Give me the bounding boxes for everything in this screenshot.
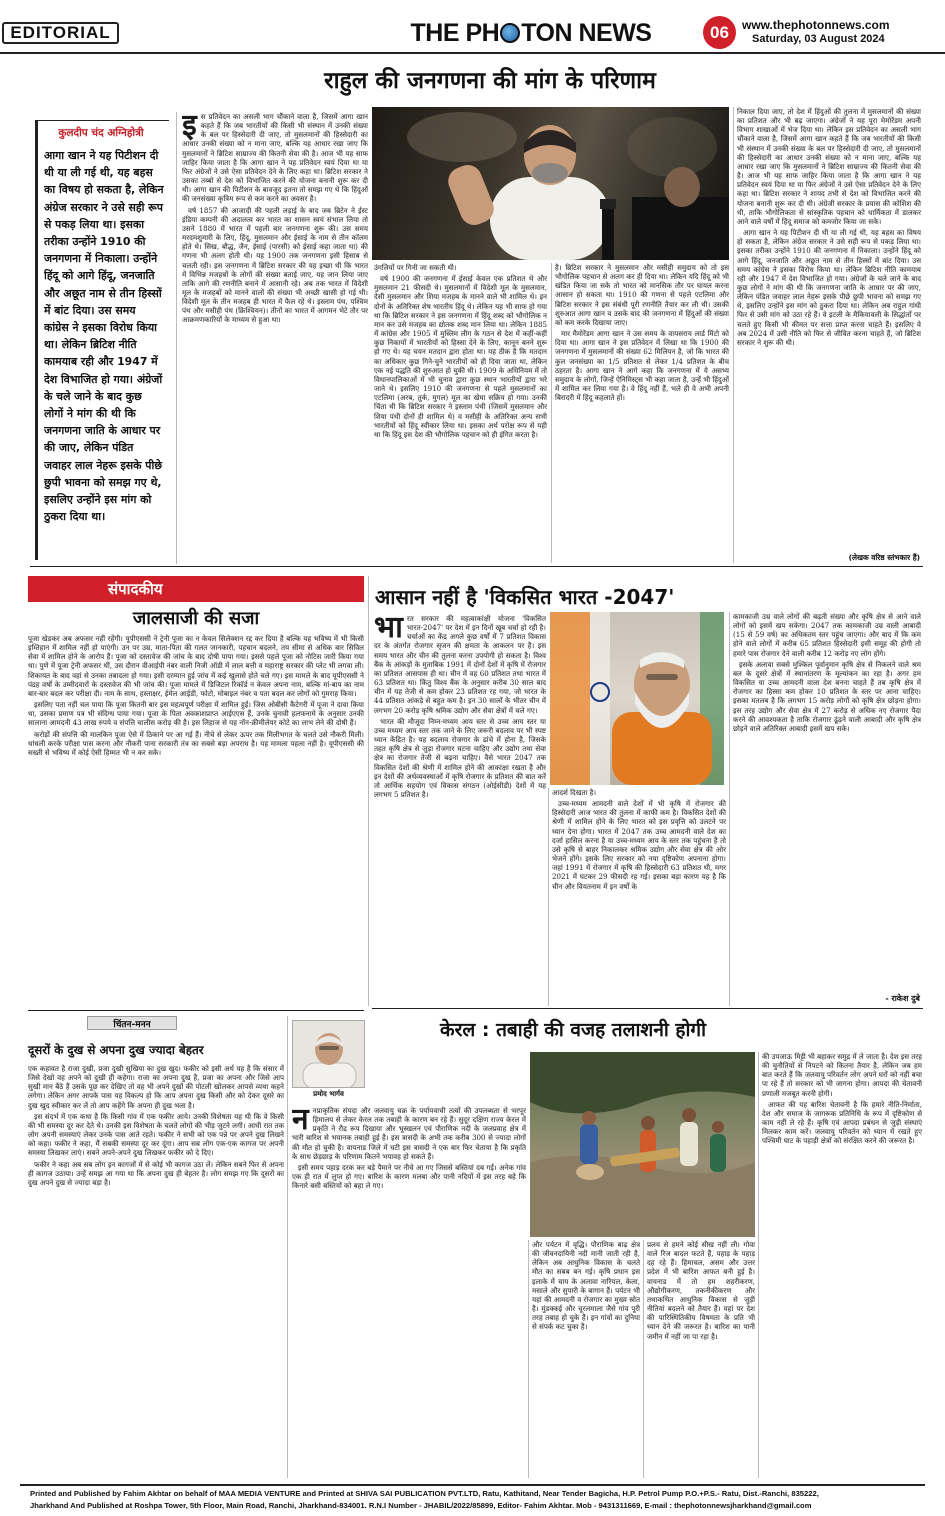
- kerala-flood-illustration: [530, 1052, 755, 1237]
- sampadakiya-label-text: संपादकीय: [108, 580, 163, 598]
- article2-author: - राकेश दुबे: [885, 994, 920, 1003]
- article1-col2-para: उंगलियों पर गिनी जा सकती थी।: [374, 263, 457, 272]
- article2-divider-2: [729, 612, 730, 1006]
- article3-column-1-text: [292, 1106, 526, 1478]
- article2-col4-para: इसके अलावा सबसे मुश्किल पूर्वानुमान कृषि क्षेत्र से निकलने वाले श्रम बल के दूसरे क्षेत्रों में स्थानांतरण के मूल्यांकन का रहा है। अगर हम विकसित या उच्च आमदनी वाला देश बनना चाहते हैं तब कृषि क्षेत्र में रोजगार का हिस्सा कम होकर 10 प्रतिशत के स्तर पर आना चाहिए। इसका मतलब है कि लगभग 15 करोड़ लोगों को कृषि क्षेत्र छोड़ना होगा। इस तरह उद्योग और सेवा क्षेत्र में 27 करोड़ से अधिक नए रोजगार पैदा करने की आवश्यकता है ताकि रोजगार ढूंढ़ने वाली आबादी और कृषि क्षेत्र छोड़ने वाले अतिरिक्त आबादी इसमें खप सके।: [733, 659, 921, 733]
- article1-column-1: [182, 112, 368, 564]
- issue-date: Saturday, 03 August 2024: [752, 33, 885, 45]
- article2-bottom-rule: [372, 1008, 923, 1009]
- narendra-modi-photo: [550, 612, 724, 785]
- author-portrait-caption: प्रमोद भार्गव: [313, 1090, 344, 1098]
- article2-col2-para: आदर्श दिखता है।: [552, 788, 597, 797]
- rahul-gandhi-illustration: [372, 107, 729, 260]
- article1-bottom-rule: [30, 566, 923, 567]
- kerala-flood-photo: [530, 1052, 755, 1237]
- article3-divider-1: [528, 1240, 529, 1478]
- article1-headline: राहुल की जनगणना की मांग के परिणाम: [324, 68, 656, 94]
- section-label-text: EDITORIAL: [10, 23, 111, 42]
- article1-col3-para: मार मैमोरेंडम आगा खान ने उस समय के वायसराय लार्ड मिंटो को दिया था। आगा खान ने इस प्रतिवेदन में लिखा था कि 1900 की जनगणना में मुसलमानों की संख्या 62 मिलियन है, जो कि भारत की कुल जनसंख्या का 1/5 प्रतिशत से लेकर 1/4 प्रतिशत के बीच ठहरता है। आगा खान ने आगे कहा कि जनगणना में ये असभ्य समुदाय के लोगों, जिन्हें ऐनिमिस्ट्स भी कहा जाता है, उन्हें भी हिंदुओं में शामिल कर लिया गया है। वे हिंदू नहीं हैं, भले ही वे अभी अपनी बिरादरी में हिंदू कहलाते हों।: [555, 329, 729, 403]
- article1-author: कुलदीप चंद अग्निहोत्री: [58, 127, 144, 139]
- chintan-label-text: चिंतन-मनन: [113, 1019, 151, 1030]
- article1-divider-1: [176, 112, 177, 564]
- article1-author-note: (लेखक वरिष्ठ स्तंभकार हैं): [848, 553, 920, 562]
- article1-col4-para: आगा खान ने यह पिटीशन दी थी या ली गई थी, यह बहस का विषय हो सकता है, लेकिन अंग्रेज सरकार ने उसे सही रूप से पकड़ लिया था। इसका तरीका उन्होंने 1910 की जनगणना में निकाला। उन्होंने हिंदू को आगे हिंदू, जनजाति और अछूत नाम से तीन हिस्सों में बांट दिया। उस समय कांग्रेस ने इसका विरोध किया था। लेकिन ब्रिटिश नीति कामयाब रही और 1947 में देश विभाजित हो गया। अंग्रेजों के चले जाने के बाद कुछ लोगों ने मांग की थी कि जनगणना जाति के आधार पर की जाए, लेकिन पंडित जवाहर लाल नेहरू इसके पीछे छुपी भावना को समझ गए थे, इसलिए उन्होंने इस मांग को ठुकरा दिया था। लेकिन अब राहुल गांधी फिर से उसी मांग को उठा रहे हैं। वे इटली के मैकियावली के सिद्धांतों पर चलते हुए किसी भी कीमत पर सत्ता प्राप्त करना चाहते हैं। इसलिए वे अब 2024 में उसी नीति को फिर से जीवित करना चाहते हैं, जो ब्रिटिश सरकार ने शुरू की थी।: [737, 228, 921, 347]
- article1-divider-2: [551, 263, 552, 563]
- page-number-badge: [703, 16, 736, 49]
- sampadakiya-para: पूजा खेडकर अब अफसर नहीं रहेंगी। यूपीएससी ने ट्रेनी पूजा का न केवल सिलेक्शन रद्द कर दिया है बल्कि यह भविष्य में भी किसी इम्तिहान में शामिल नहीं हो पाएंगी। उन पर उम्र, माता-पिता की गलत जानकारी, पहचान बदलने, तय सीमा से अधिक बार सिविल सेवा में शामिल होने के आरोप हैं। पूजा को दस्तावेज की जांच के बाद दोषी पाया गया। इससे पहले पूजा को नोटिस जारी किया गया था। पुणे में पूजा ट्रेनी अफसर थीं, उस दौरान वीआईपी नंबर वाली निजी ऑडी में लाल बत्ती व महाराष्ट्र सरकार की प्लेट भी लगवा ली। शिकायत के बाद वहां से उनका तबादला हो गया। इसी दरम्यान हुई जांच में कई खुलासे होते चले गए। इस मामले के बाद यूपीएससी ने पंद्रह वर्षों के उम्मीदवारों के दस्तावेज की भी जांच की। पूजा मामले में डिजिटल रिकॉर्ड न केवल अपना नाम, बल्कि मां-बाप का नाम बार-बार बदल कर परीक्षा दी। नाम के साथ, हस्ताक्षर, ईमेल आईडी, फोटो, मोबाइल नंबर व पता बदल कर लोगों को गुमराह किया।: [28, 634, 364, 698]
- article3-dropcap: न: [292, 1106, 309, 1137]
- article2-headline: आसान नहीं है 'विकसित भारत -2047': [375, 585, 675, 609]
- article1-divider-3: [733, 107, 734, 563]
- chintan-headline: दूसरों के दुख से अपना दुख ज्यादा बेहतर: [28, 1043, 204, 1057]
- masthead: [368, 18, 694, 48]
- article3-divider-2: [643, 1240, 644, 1478]
- article2-dropcap: भा: [374, 614, 403, 645]
- article3-divider-3: [758, 1052, 759, 1478]
- article1-column-4: [737, 107, 921, 553]
- chintan-divider: [287, 1016, 288, 1478]
- footer-rule: [20, 1484, 925, 1486]
- chintan-body: [28, 1064, 284, 1478]
- article1-col1-para: वर्ष 1857 की आजादी की पहली लड़ाई के बाद जब ब्रिटेन ने ईस्ट इंडिया कम्पनी की अदालत्व कर भारत का शासन स्वयं संभाल लिया तो उसने 1880 में भारत में पहली बार जनगणना शुरू की। उस समय मरदमशुमारी के लिए, हिंदू, मुसलमान और ईसाई के नाम से तीन कॉलम होते थे। सिख, बौद्ध, जैन, ईसाई (पारसी) को ईसाई कहा जाता था) की गणना भी अलग होती थी। यह 1900 तक जनगणना इसी हिसाब से चलती रही। इस जनगणना में ब्रिटिश सरकार की यह इच्छा थी कि भारत में विभिन्न मजहबों के लोगों की संख्या बताई जाए, यह जान लिया जाए ताकि आगे की रणनीति बनाने में आसानी रहे। अब तक भारत में विदेशी मूल के मजहबों को मानने वालों की संख्या भी अच्छी खासी हो गई थी। विदेशी मूल के तीन मजहब ही भारत में फैल रहे थे। इस्लाम पंथ, पश्चिम पंथ और मसीही पंथ (क्रिश्चियन)। तीनों का भारत में आगमन भेटे तौर पर आक्रमणकारियों के माध्यम से हुआ था।: [182, 205, 368, 325]
- chintan-para: इस संदर्भ में एक कथा है कि किसी गांव में एक फकीर आये। उनकी विशेषता यह थी कि वे किसी की भी समस्या दूर कर देते थे। उनकी इस विशेषता के चलते लोगों की भीड़ जुटने लगी। आधी रात तक लोग अपनी समस्याएं लेकर उनके पास आते रहते। फकीर ने सभी को एक पन्ने पर अपने दुख लिखने को कहा। फकीर ने कहा, मैं सबकी समस्या दूर कर दूंगा। आप सब लोग एक-एक कागज पर अपनी समस्या लिखकर लाएं। सबने अपने-अपने दुख लिखकर फकीर को दे दिए।: [28, 1111, 284, 1158]
- sampadakiya-body: [28, 634, 364, 1002]
- article3-column-4: [762, 1052, 922, 1478]
- author-portrait: [292, 1020, 365, 1088]
- left-column-divider: [368, 576, 369, 1006]
- author-portrait-illustration: [293, 1021, 365, 1088]
- imprint-line-2: Jharkhand And Published at Roshpa Tower, 5th Floor, Main Road, Ranchi, Jharkhand-834001. R.N.I Number - JHABIL/2022/85899, Editor- Fahim Akhtar. Mob - 9431311669, E-mail : thephotonnewsjharkhand@gmail.com: [30, 1501, 812, 1510]
- website-url[interactable]: www.thephotonnews.com: [742, 18, 890, 32]
- article3-col3-para: प्रलय से हमने कोई सीख नहीं ली। गोवा वाले रिज बादल फटते हैं, पहाड़ के पहाड़ दह रहे हैं। हिमाचल, असम और उत्तर प्रदेश में भी बारिश आफत बनी हुई है। वायनाड में तो हम शहरीकरण, औद्योगीकरण, तकनीकीकरण और तथाकथित आधुनिक विकास से जुड़ी नीतियां बदलने को तैयार हैं। यहां पर देश की पारिस्थितिकीय विषमता के प्रति भी ध्यान देने की जरूरत है। बारिश का पानी जमीन में नहीं जा पा रहा है।: [647, 1240, 755, 1341]
- article2-column-2: [552, 788, 726, 1006]
- chintan-para: एक कहावत है राजा दुखी, प्रजा दुखी सुखिया का दुख खुद। फकीर को इसी अर्थ यह है कि संसार में जिसे देखो वह अपने को दुखी ही कहेगा। राजा का अपना दुख है, प्रजा का अपना और जिसे आप सुखी मान बैठे हैं उसके पूछ कर देखिए तो वह भी अपने दुखों की पोटली खोलकर आपसे व्यथा कहने लगेगा। लेकिन अगर आपके पास यह विकल्प हो कि आप अपना दुख किसी और को देकर दूसरे का दुख खुद स्वीकार कर लें तो आप कहेंगे कि अपना ही दुख भला है।: [28, 1064, 284, 1110]
- page-number: 06: [710, 22, 729, 42]
- article3-col4-para: आफत की यह बारिश चेतावनी है कि हमारे नीति-निर्माता, देश और समाज के जागरूक प्रतिनिधि के रूप में दृष्टिकोण से काम नहीं ले रहे हैं। कृषि एवं आपदा प्रबंधन से जुड़ी संस्थाएं मिलकर काम करें। जलवायु परिवर्तन को ध्यान में रखते हुए पश्चिमी घाट के पहाड़ी क्षेत्रों को संरक्षित करने की जरूरत है।: [762, 1099, 922, 1146]
- article1-column-3: [555, 263, 729, 563]
- article1-col1-para: स प्रतिवेदन का असली भाग चौंकाने वाला है, जिसमें आगा खान कहते हैं कि जब भारतीयों की किसी भी संस्थान में उनकी संख्या के बल पर हिस्सेदारी दी जाए, तो मुसलमानों की हिस्सेदारी का आधार उनकी संख्या को न माना जाए, बल्कि यह आधार रखा जाए कि मुसलमानों ने ब्रिटिश साम्राज्य की कितनी सेवा की है। आज भी यह साफ जाहिर किया जाता है कि आगा खान ने यह प्रतिवेदन स्वयं दिया था या फिर अंग्रेजों ने उसे ऐसा प्रतिवेदन देने के लिए कहा था। ब्रिटिश सरकार ने उसका तब्बो से देश को विभाजित करने की योजना बनानी शुरू कर दी थी। आगा खान की पिटीशन के बावजूद इतना तो समझ गए थे कि हिंदुओं की जनसंख्या कृत्रिम रूप से कम करने का अवसर है।: [182, 112, 368, 204]
- chintan-label: [87, 1016, 177, 1030]
- article2-column-1: [374, 614, 546, 1006]
- rahul-gandhi-photo: [372, 107, 729, 260]
- article1-col4-para: निकाल दिया जाए, तो देश में हिंदुओं की तुलना में मुसलमानों की संख्या का प्रतिशत और भी बढ़ जाएगा। अंग्रेजों ने यह पूरा मेमोरेंडम अपनी विभाग शाखाओं में भेज दिया था। लेकिन इस प्रतिवेदन का असली भाग चौंकाने वाला है, जिसमें आगा खान कहते हैं कि जब भारतीयों की किसी भी संस्थान में उनकी संख्या के बल पर हिस्सेदारी दी जाए, तो मुसलमानों की हिस्सेदारी का आधार उनकी संख्या को न माना जाए, बल्कि यह आधार रखा जाए कि मुसलमानों ने ब्रिटिश साम्राज्य की कितनी सेवा की है। आज भी यह साफ जाहिर किया जाता है कि आगा खान ने यह प्रतिवेदन स्वयं दिया था या फिर अंग्रेजों ने उसे ऐसा प्रतिवेदन देने के लिए कहा था। ब्रिटिश सरकार ने शायद तभी से देश को विभाजित करने की योजना बनानी शुरू कर दी थी। अंग्रेजी सरकार के प्रयास की कोशिश की थी, ताकि भौगोलिकता से सांस्कृतिक पहचान को धार्मिकता में डालकर आने वाले वर्षों में हिंदू समाज को कमजोर किया जा सके।: [737, 107, 921, 226]
- article3-col1-para: नप्राकृतिक संपदा और जलवायु चक्र के पर्यायवाची तत्वों की उपलब्धता से भरपूर हिमालय से लेकर केरल तक तबाही के कारण बन रहे हैं। सुदूर दक्षिण राज्य केरल में प्रकृति ने रौद्र रूप दिखाया और भूस्खलन एवं पौराणिक नदी के जलप्रवाह क्षेत्र में भारी बारिश से भयानक तबाही हुई है। इस त्रासदी के अभी तक करीब 300 से ज्यादा लोगों की मौत हो चुकी है। वायनाड जिले में घटी इस त्रासदी ने एक बार फिर चेताया है कि प्रकृति के साथ छेड़छाड़ के परिणाम कितने भयावह हो सकते हैं।: [292, 1106, 526, 1161]
- header-rule: [0, 52, 945, 54]
- article2-column-4: [733, 612, 921, 990]
- article2-col2-para: उच्च-मध्यम आमदनी वाले देशों में भी कृषि में रोजगार की हिस्सेदारी आज भारत की तुलना में काफी कम है। विकसित देशों की श्रेणी में शामिल होने के लिए भारत को इस प्रवृत्ति को उलटने पर ध्यान देना होगा। भारत में 2047 तक उच्च आमदनी वाले देश का दर्जा हासिल करना है या उच्च-मध्यम आय के स्तर तक पहुंचना है तो उसे कृषि से बाहर निकालकर श्रमिक उद्योग और सेवा क्षेत्र की ओर भेजने होंगे। इसके लिए सरकार को नया दृष्टिकोण अपनाना होगा। जहां 1991 में रोजगार में कृषि की हिस्सेदारी 63 प्रतिशत थी, मगर 2021 में घटकर 29 फीसदी रह गई। इसका बड़ा कारण यह है कि चीन और वियतनाम में इन वर्षों के: [552, 799, 726, 891]
- article2-col1-para: भारत की मौजूदा निम्न-मध्यम आय स्तर से उच्च आय स्तर या उच्च मध्यम आय स्तर तक जाने के लिए जरूरी बदलाव पर भी स्पष्ट ध्यान केंद्रित है। यह बदलाव रोजगार के ढांचे में होना है, जिसके तहत कृषि क्षेत्र से जुड़ा रोजगार घटना चाहिए और उद्योग तथा सेवा क्षेत्र का रोजगार तेजी से बढ़ना चाहिए। वैसे भारत 2047 तक विकसित देशों की श्रेणी में शामिल होने की आकांक्षा रखता है और इन देशों की अर्थव्यवस्थाओं में कृषि रोजगार के प्रतिशत की बात करें तो आर्थिक सहयोग एवं विकास संगठन (ओईसीडी) देशों में यह लगभग 5 प्रतिशत है।: [374, 716, 546, 799]
- sampadakiya-label: [28, 576, 364, 602]
- article2-col1-para: रत सरकार की महत्वाकांक्षी योजना 'विकसित भारत-2047' पर देश में इन दिनों खूब चर्चा हो रही है। चर्चाओं का केंद्र अगले कुछ वर्षों में 7 प्रतिशत विकास दर के अंतर्गत रोजगार सृजन की क्षमता के आकलन पर है। इस समय भारत और चीन की तुलना करना उपयोगी हो सकता है। विश्व बैंक के आंकड़ों के मुताबिक 1991 में दोनों देशों में कृषि में रोजगार का प्रतिशत आसपास ही था। चीन में वह 60 प्रतिशत तथा भारत में 63 प्रतिशत था। किंतु विश्व बैंक के अनुसार करीब 30 साल बाद चीन में यह तेजी से कम होकर 23 प्रतिशत रह गया, जो भारत के 44 प्रतिशत आंकड़े से बहुत कम है। इन 30 सालों के भीतर चीन में लगभग 20 करोड़ कृषि श्रमिक उद्योग और सेवा क्षेत्रों में चले गए।: [374, 614, 546, 715]
- article1-col3-para: है। ब्रिटिश सरकार ने मुसलमान और मसीही समुदाय को तो इस भौगोलिक पहचान से अलग कर ही दिया था। लेकिन यदि हिंदू को भी खंडित किया जा सके तो भारत को मानसिक तौर पर घायल करना आसान हो सकता था। 1910 की गणना से पहले एटलिमा और ब्रिटिश सरकार ने इस संबंधी पूरी रणनीति तैयार कर ली थी। उसकी शुरुआत आगा खान व उसके बाद की जनगणना में हिंदुओं की संख्या को कम करके दिखाया जाए।: [555, 263, 729, 327]
- article2-col4-para: कामकाजी उम्र वाले लोगों की बढ़ती संख्या और कृषि क्षेत्र से आने वाले लोगों को इसमें खप सकेगा। 2047 तक कामकाजी उम्र वाली आबादी (15 से 59 वर्ष) का अधिकतम स्तर पहुंच जाएगा। और बाद में कि कम होने वाले लोगों में करीब 65 प्रतिशत हिस्सेदारी इसी समूह की होगी तो हमारे पास रोजगार देने वाली करीब 12 करोड़ नए लोग होंगे।: [733, 612, 921, 658]
- masthead-logo-icon: [500, 23, 520, 43]
- article3-headline: केरल : तबाही की वजह तलाशनी होगी: [440, 1019, 707, 1041]
- sampadakiya-para: करोड़ों की संपत्ति की मालकिन पूजा ऐसे में ठिकाने पर आ गई हैं। नीचे से लेकर ऊपर तक मिलीभगत के चलते उसे नौकरी मिली। धांधली करके परीक्षा पास करना और नौकरी पाना सरकारी तंत्र का सबसे बड़ा अपराध है। यह मामला पहला नहीं है। यूपीएससी की सख्ती से भविष्य में कोई ऐसी हिम्मत भी न कर सके।: [28, 729, 364, 757]
- article1-dropcap: इ: [182, 112, 197, 143]
- article3-column-2: [532, 1240, 640, 1478]
- chintan-top-rule: [28, 1010, 364, 1011]
- pullquote: आगा खान ने यह पिटीशन दी थी या ली गई थी, यह बहस का विषय हो सकता है, लेकिन अंग्रेज सरकार ने उसे सही रूप से पकड़ लिया था। इसका तरीका उन्होंने 1910 की जनगणना में निकाला। उन्होंने हिंदू को आगे हिंदू, जनजाति और अछूत नाम से तीन हिस्सों में बांट दिया। उस समय कांग्रेस ने इसका विरोध किया था। लेकिन ब्रिटिश नीति कामयाब रही और 1947 में देश विभाजित हो गया। अंग्रेजों के चले जाने के बाद कुछ लोगों ने मांग की थी कि जनगणना जाति के आधार पर की जाए, लेकिन पंडित जवाहर लाल नेहरू इसके पीछे छुपी भावना को समझ गए थे, इसलिए उन्होंने इस मांग को ठुकरा दिया था।: [44, 149, 164, 524]
- article3-col4-para: की उपजाऊ मिट्टी भी बहाकर समुद्र में ले जाता है। देश इस तरह की चुनौतियों से निपटने को कितना तैयार है, लेकिन जब हम बात करते हैं कि जलवायु परिवर्तन लोग अपने घरों को नहीं बचा पा रहे हैं तो सरकार को भी जागना होगा। आपदा की चेतावनी प्रणाली मजबूत करनी होगी।: [762, 1052, 922, 1098]
- article1-column-2: [374, 263, 547, 563]
- section-label: [2, 22, 119, 44]
- article2-divider-1: [548, 788, 549, 1006]
- masthead-right: TON NEWS: [521, 18, 652, 47]
- chintan-para: फकीर ने कहा अब सब लोग इन कागजों में से कोई भी कागज उठा लें। लेकिन सबने फिर से अपना ही कागज उठाया। उन्हें समझ आ गया था कि अपना दुख ही बेहतर है। लोग समझ गए कि दूसरों का दुख अपने दुख से ज्यादा बड़ा है।: [28, 1159, 284, 1187]
- sampadakiya-para: इसलिए पता नहीं चल पाया कि पूजा कितनी बार इस महत्वपूर्ण परीक्षा में शामिल हुईं। जिस ओबीसी कैटेगरी में पूजा ने दावा किया था, उसका प्रमाण पत्र भी संदिग्ध पाया गया। पूजा के पिता अवकाशप्राप्त आईएएस हैं, उनके चुनावी हलफनामे के अनुसार उनकी सालाना आमदनी 43 लाख रुपये व संपत्ति चालीस करोड़ की है। इस लिहाज से यह नॉन-क्रीमीलेयर कोटे का लाभ लेने की दोषी हैं।: [28, 700, 364, 728]
- sampadakiya-headline: जालसाजी की सजा: [132, 608, 260, 629]
- article3-column-3: [647, 1240, 755, 1478]
- imprint-line-1: Printed and Published by Fahim Akhtar on behalf of MAA MEDIA VENTURE and Printed at SHIVA SAI PUBLICATION PVT.LTD, Ratu, Kathitand, Near Tender Bagicha, H.P. Petrol Pump P.O.+P.S.- Ratu, Dist.-Ranchi, 835222,: [30, 1489, 819, 1498]
- masthead-left: THE PH: [410, 18, 500, 47]
- article3-col2-para: और पर्यटन में वृद्धि। पौराणिक बाढ़ क्षेत्र की जीवनदायिनी नदी मानी जाती रही है, लेकिन अब आधुनिक विकास के चलते मौत का सबब बन गई। कृषि प्रधान इस इलाके में चाय के अलावा नारियल, केला, मसाले और सुपारी के बागान हैं। पर्यटन भी यहां की आमदनी व रोजगार का मुख्य स्रोत है। मुंडक्कई और चूरलमाला जैसे गांव पूरी तरह तबाह हो चुके हैं। इन गांवों का दुनिया से संपर्क कट चुका है।: [532, 1240, 640, 1332]
- narendra-modi-illustration: [550, 612, 724, 785]
- article1-col2-para: वर्ष 1900 की जनगणना में ईसाई केवल एक प्रतिशत थे और मुसलमान 21 फीसदी थे। मुसलमानों में विदेशी मूल के मुसलमान, देसी मुसलमान और शिया मजहब के मानने वाले भी शामिल थे। इन दोनों के अतिरिक्त शेष भारतीय हिंदू थे। लेकिन यह भी साफ हो गया था कि ब्रिटिश सरकार ने इस जनगणना में हिंदू शब्द को भौगोलिक न मान कर उसे मजहब का द्योतक शब्द मान लिया था। लेकिन 1885 में कांग्रेस और 1905 में मुस्लिम लीग के गठन से देश में कहीं-कहीं कुछ निकायों में भारतीयों को हिस्सा देने के लिए, कानून बनने शुरू हो गए थे। यह चयन मतदान द्वारा होता था। यह ठीक है कि मतदान का अधिकार कुछ गिने-चुने भारतीयों को ही दिया जाता था, लेकिन एक नई पद्धति की शुरुआत हो चुकी थी। 1909 के अधिनियम में तो विधानपालिकाओं में भी चुनाव द्वारा कुछ स्थान भारतीयों द्वारा भरे जाने थे। इसलिए 1910 की जनगणना से पहले मुसलमानों का एटलिमा (अरब, तुर्क, मुगल) मूल का खेमा सक्रिय हो गया। उनकी चिंता थी कि ब्रिटिश सरकार ने इस्लाम पंथी (जिसमें मुसलमान और शिया पंथी दोनों ही शामिल थे) व मसीही के अतिरिक्त अन्य सभी भारतीयों को हिंदू स्वीकार लिया था। इसका अर्थ परोक्ष रूप से यही था कि हिंदू इस देश की भौगोलिक पहचान को ही इंगित करता है।: [374, 274, 547, 439]
- article3-col1-para: इसी समय पहाड़ दरक कर बड़े पैमाने पर नीचे आ गए जिससे बस्तियां दब गईं। अनेक गांव एक ही रात में लुप्त हो गए। बारिश के कारण मलबा और पानी नदियों में इस तरह बहे कि किनारे बसी बस्तियों को बहा ले गए।: [292, 1162, 526, 1191]
